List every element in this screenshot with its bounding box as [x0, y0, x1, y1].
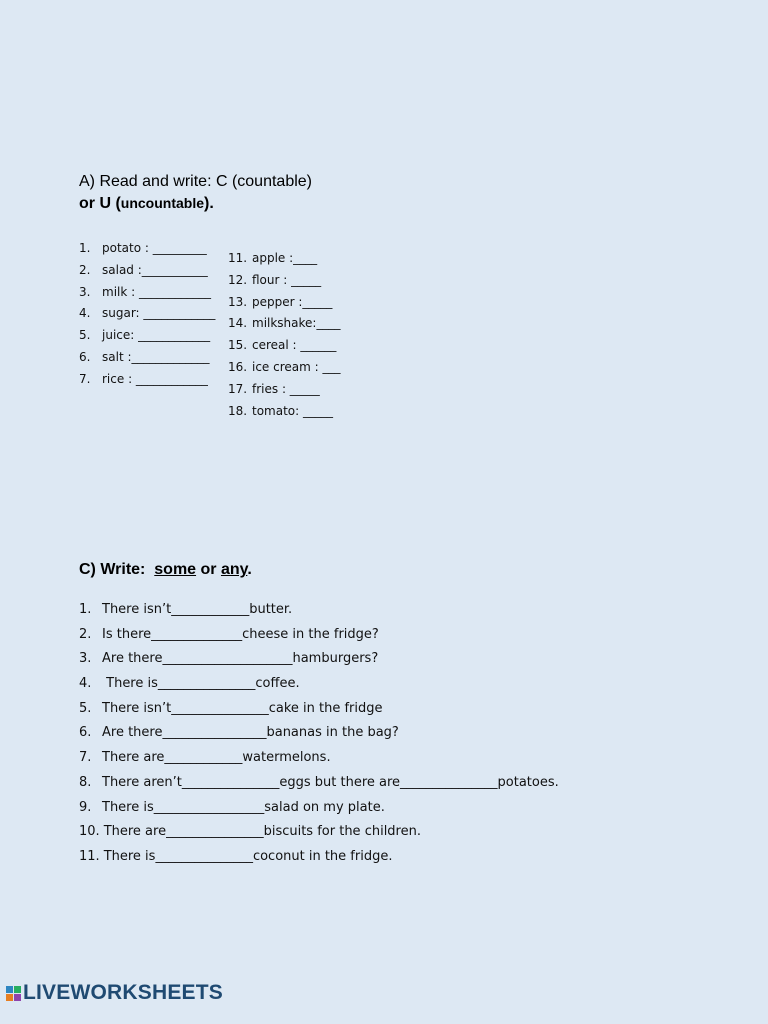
list-item [79, 775, 559, 800]
item-number: 7. [79, 371, 91, 386]
item-text: There isn’t_______________cake in the fridge [102, 700, 383, 716]
item-text: fries : _____ [252, 381, 320, 396]
section-c-title: C) Write: some or any. [79, 561, 252, 578]
item-text: milkshake:____ [252, 316, 341, 331]
item-number: 9. [79, 799, 92, 815]
list-item [79, 328, 215, 350]
logo-square [14, 986, 21, 993]
item-number: 13. [228, 294, 248, 309]
item-number: 6. [79, 349, 91, 364]
section-a-title-line2: or U (uncountable). [79, 195, 214, 212]
list-item [228, 295, 341, 317]
liveworksheets-logo-icon [6, 986, 21, 1001]
list-item [79, 602, 559, 627]
item-number: 5. [79, 328, 91, 343]
list-item [79, 651, 559, 676]
list-item [79, 800, 559, 825]
list-item [79, 627, 559, 652]
item-number: 4. [79, 306, 91, 321]
item-number: 7. [79, 750, 92, 766]
item-text: rice : ____________ [102, 371, 208, 386]
item-text: apple :____ [252, 251, 318, 265]
item-text: There are_______________biscuits for the children. [103, 824, 421, 840]
section-c-list [79, 602, 559, 874]
list-item [79, 306, 215, 328]
list-item [79, 372, 215, 394]
logo-square [6, 986, 13, 993]
list-item [228, 404, 341, 426]
item-text: There is_________________salad on my plate. [102, 799, 385, 815]
item-text: pepper :_____ [252, 294, 333, 309]
list-item [228, 251, 341, 273]
list-item [79, 725, 559, 750]
item-text: There is_______________coffee. [102, 676, 300, 692]
item-number: 11. [79, 848, 100, 864]
item-number: 2. [79, 262, 91, 277]
list-item [79, 824, 559, 849]
list-item [79, 676, 559, 701]
list-item [79, 701, 559, 726]
item-text: There isn’t____________butter. [102, 602, 293, 617]
item-text: Is there______________cheese in the fridge? [102, 626, 379, 642]
list-item [79, 241, 215, 263]
item-number: 11. [228, 251, 248, 265]
list-item [79, 263, 215, 285]
item-text: cereal : ______ [252, 338, 337, 353]
list-item [228, 382, 341, 404]
logo-square [6, 994, 13, 1001]
list-item [228, 316, 341, 338]
item-text: There is_______________coconut in the fridge. [103, 848, 393, 864]
item-number: 18. [228, 403, 248, 418]
uncountable-word: uncountable [120, 195, 205, 211]
item-text: juice: ____________ [102, 328, 211, 343]
item-text: ice cream : ___ [252, 359, 341, 374]
item-text: potato : _________ [102, 241, 207, 255]
item-number: 3. [79, 651, 92, 667]
item-number: 3. [79, 284, 91, 299]
item-number: 12. [228, 272, 248, 287]
item-text: tomato: _____ [252, 403, 333, 418]
item-number: 16. [228, 359, 248, 374]
list-item [79, 285, 215, 307]
word-some: some [154, 561, 197, 578]
word-any: any [220, 561, 248, 578]
item-number: 15. [228, 338, 248, 353]
list-item [228, 360, 341, 382]
section-a-list-right [228, 251, 341, 425]
list-item [79, 750, 559, 775]
liveworksheets-brand[interactable] [6, 981, 223, 1005]
item-number: 17. [228, 381, 248, 396]
item-number: 8. [79, 774, 92, 790]
item-text: sugar: ____________ [102, 306, 216, 321]
item-number: 2. [79, 626, 92, 642]
item-number: 6. [79, 725, 92, 741]
brand-name: LIVEWORKSHEETS [23, 981, 223, 1004]
item-number: 5. [79, 700, 92, 716]
section-a-title-line1: A) Read and write: C (countable) [79, 173, 312, 190]
item-text: salad :___________ [102, 262, 208, 277]
list-item [79, 849, 559, 874]
item-text: flour : _____ [252, 272, 322, 287]
item-text: There are____________watermelons. [102, 750, 331, 766]
item-text: There aren’t_______________eggs but there are_______________potatoes. [102, 774, 559, 790]
item-text: milk : ____________ [102, 284, 211, 299]
item-number: 4. [79, 676, 92, 692]
item-number: 10. [79, 824, 100, 840]
item-number: 14. [228, 316, 248, 331]
list-item [228, 273, 341, 295]
item-text: Are there____________________hamburgers? [102, 651, 379, 667]
item-text: Are there________________bananas in the bag? [102, 725, 399, 741]
item-text: salt :_____________ [102, 349, 210, 364]
item-number: 1. [79, 602, 92, 617]
list-item [79, 350, 215, 372]
item-number: 1. [79, 241, 91, 255]
logo-square [14, 994, 21, 1001]
section-a-list-left [79, 241, 215, 394]
list-item [228, 338, 341, 360]
